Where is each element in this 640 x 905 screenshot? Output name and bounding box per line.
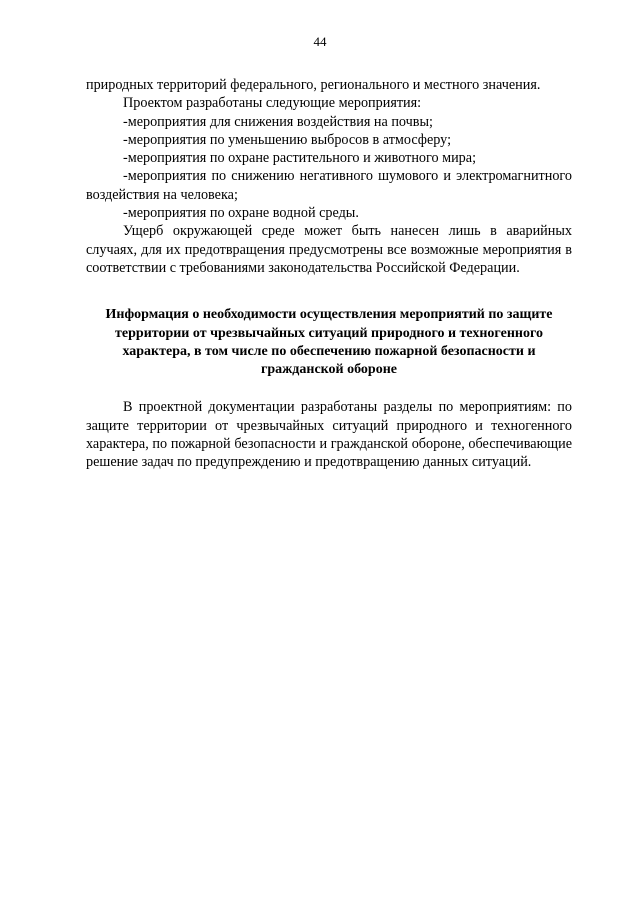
list-item: -мероприятия по охране растительного и животного мира; bbox=[123, 150, 477, 167]
document-body bbox=[86, 76, 572, 472]
list-item: -мероприятия по снижению негативного шумового и электромагнитного воздействия на человека; bbox=[86, 168, 572, 203]
paragraph: Ущерб окружающей среде может быть нанесен лишь в аварийных случаях, для их предотвращения предусмотрены все возможные мероприятия в соответствии с требованиями законодательства Российской Федерации. bbox=[86, 223, 572, 276]
list-item: -мероприятия по уменьшению выбросов в атмосферу; bbox=[123, 131, 452, 148]
page-number: 44 bbox=[313, 34, 327, 49]
section-heading: Информация о необходимости осуществления мероприятий по защите территории от чрезвычайных ситуаций природного и техногенного характера, в том числе по обеспечению пожарной безопасности и гражданской обороне bbox=[105, 307, 553, 378]
list-item: -мероприятия для снижения воздействия на почвы; bbox=[123, 113, 433, 130]
paragraph: Проектом разработаны следующие мероприятия: bbox=[123, 95, 422, 112]
list-item: -мероприятия по охране водной среды. bbox=[123, 205, 359, 222]
section-body-paragraph: В проектной документации разработаны разделы по мероприятиям: по защите территории от чрезвычайных ситуаций природного и техногенного характера, по пожарной безопасности и гражданской обороне, обеспечивающие решение задач по предупреждению и предотвращению данных ситуаций. bbox=[86, 399, 572, 471]
paragraph: природных территорий федерального, регионального и местного значения. bbox=[86, 77, 541, 93]
